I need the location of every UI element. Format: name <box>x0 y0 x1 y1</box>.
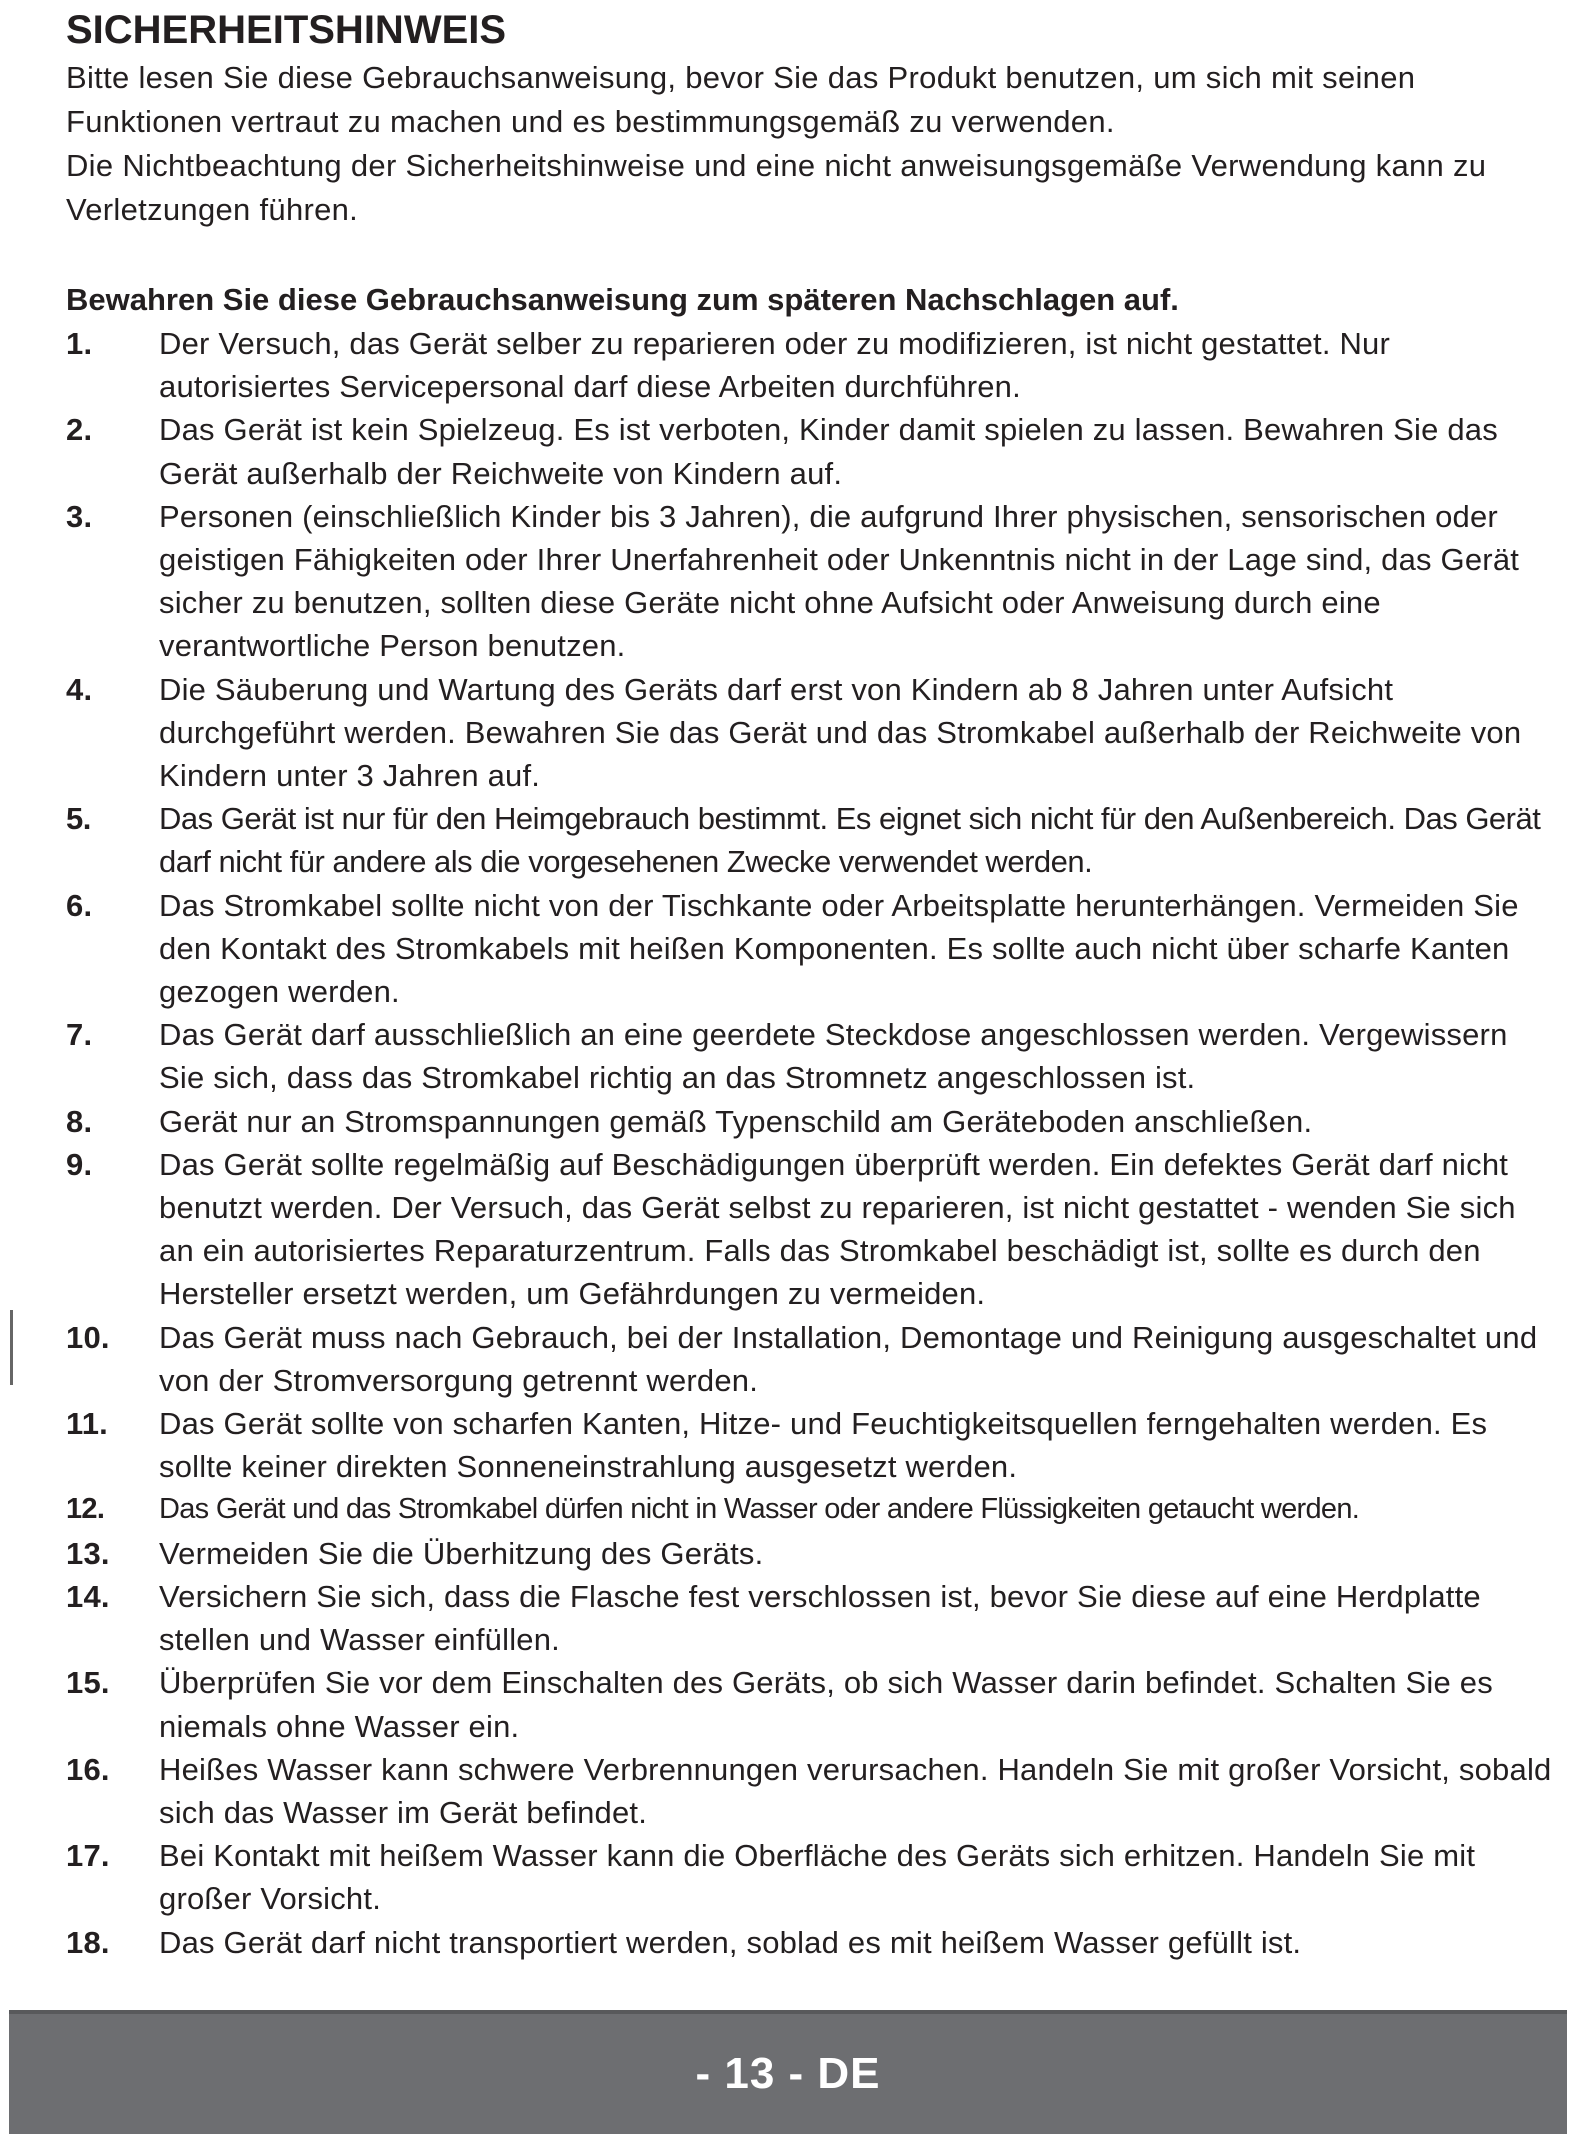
item-text: Der Versuch, das Gerät selber zu reparieren oder zu modifizieren, ist nicht gestattet. Nur autorisiertes Servicepersonal darf diese Arbeiten durchführen. <box>159 326 1391 405</box>
item-text: Das Gerät sollte regelmäßig auf Beschädigungen überprüft werden. Ein defektes Gerät darf nicht benutzt werden. Der Versuch, das Gerät selbst zu reparieren, ist nicht gestattet - wenden Sie sich an ein autorisiertes Reparaturzentrum. Falls das Stromkabel beschädigt ist, sollte es durch den Hersteller ersetzt werden, um Gefährdungen zu vermeiden. <box>159 1146 1516 1312</box>
item-number: 16. <box>66 1751 110 1787</box>
item-text: Das Gerät sollte von scharfen Kanten, Hitze- und Feuchtigkeitsquellen ferngehalten werden. Es sollte keiner direkten Sonneneinstrahlung ausgesetzt werden. <box>159 1406 1488 1485</box>
list-item <box>66 1921 1556 1964</box>
list-item <box>66 495 1556 668</box>
item-text: Die Säuberung und Wartung des Geräts darf erst von Kindern ab 8 Jahren unter Aufsicht durchgeführt werden. Bewahren Sie das Gerät und das Stromkabel außerhalb der Reichweite von Kindern unter 3 Jahren auf. <box>159 671 1522 794</box>
intro-section <box>66 56 1556 232</box>
item-number: 1. <box>66 326 93 361</box>
list-item <box>66 1100 1556 1143</box>
item-text: Das Gerät ist kein Spielzeug. Es ist verboten, Kinder damit spielen zu lassen. Bewahren Sie das Gerät außerhalb der Reichweite von Kindern auf. <box>159 412 1498 491</box>
list-item <box>66 322 1556 408</box>
document-page <box>66 4 1556 1964</box>
item-text: Bei Kontakt mit heißem Wasser kann die Oberfläche des Geräts sich erhitzen. Handeln Sie mit großer Vorsicht. <box>159 1838 1476 1917</box>
item-number: 2. <box>66 412 93 448</box>
item-text: Das Gerät muss nach Gebrauch, bei der Installation, Demontage und Reinigung ausgeschaltet und von der Stromversorgung getrennt werden. <box>159 1319 1538 1398</box>
item-text: Personen (einschließlich Kinder bis 3 Jahren), die aufgrund Ihrer physischen, sensorischen oder geistigen Fähigkeiten oder Ihrer Unerfahrenheit oder Unkenntnis nicht in der Lage sind, das Gerät sicher zu benutzen, sollten diese Geräte nicht ohne Aufsicht oder Anweisung durch eine verantwortliche Person benutzen. <box>159 498 1520 664</box>
list-item <box>66 1661 1556 1747</box>
item-text: Vermeiden Sie die Überhitzung des Geräts. <box>159 1535 764 1571</box>
margin-rule <box>10 1310 13 1385</box>
item-text: Gerät nur an Stromspannungen gemäß Typenschild am Geräteboden anschließen. <box>159 1103 1313 1139</box>
item-number: 17. <box>66 1838 110 1874</box>
item-number: 5. <box>66 801 91 837</box>
list-item <box>66 1488 1556 1531</box>
list-item <box>66 1575 1556 1661</box>
list-item <box>66 1402 1556 1488</box>
item-number: 14. <box>66 1578 110 1614</box>
list-item <box>66 668 1556 798</box>
item-number: 6. <box>66 887 93 923</box>
intro-paragraph-1: Bitte lesen Sie diese Gebrauchsanweisung, bevor Sie das Produkt benutzen, um sich mit seinen Funktionen vertraut zu machen und es bestimmungsgemäß zu verwenden. <box>66 60 1416 139</box>
item-number: 15. <box>66 1665 110 1701</box>
item-text: Überprüfen Sie vor dem Einschalten des Geräts, ob sich Wasser darin befindet. Schalten Sie es niemals ohne Wasser ein. <box>159 1665 1493 1744</box>
list-item <box>66 408 1556 494</box>
item-text: Heißes Wasser kann schwere Verbrennungen verursachen. Handeln Sie mit großer Vorsicht, sobald sich das Wasser im Gerät befindet. <box>159 1751 1552 1830</box>
page-number: - 13 - DE <box>695 2049 881 2098</box>
item-number: 4. <box>66 671 93 707</box>
item-text: Das Gerät und das Stromkabel dürfen nicht in Wasser oder andere Flüssigkeiten getaucht werden. <box>159 1493 1360 1526</box>
list-item <box>66 1834 1556 1920</box>
item-number: 8. <box>66 1103 93 1139</box>
list-item <box>66 1143 1556 1316</box>
item-number: 18. <box>66 1924 110 1960</box>
list-item <box>66 797 1556 883</box>
item-number: 9. <box>66 1146 93 1182</box>
list-item <box>66 1532 1556 1575</box>
item-number: 7. <box>66 1017 93 1053</box>
safety-list <box>66 322 1556 1964</box>
item-number: 13. <box>66 1535 110 1571</box>
list-item <box>66 1316 1556 1402</box>
item-text: Das Gerät darf nicht transportiert werden, soblad es mit heißem Wasser gefüllt ist. <box>159 1924 1302 1960</box>
item-text: Das Stromkabel sollte nicht von der Tischkante oder Arbeitsplatte herunterhängen. Vermeiden Sie den Kontakt des Stromkabels mit heißen Komponenten. Es sollte auch nicht über scharfe Kanten gezogen werden. <box>159 887 1519 1010</box>
item-text: Versichern Sie sich, dass die Flasche fest verschlossen ist, bevor Sie diese auf eine Herdplatte stellen und Wasser einfüllen. <box>159 1578 1481 1658</box>
item-text: Das Gerät darf ausschließlich an eine geerdete Steckdose angeschlossen werden. Vergewissern Sie sich, dass das Stromkabel richtig an das Stromnetz angeschlossen ist. <box>159 1017 1508 1096</box>
list-item <box>66 1748 1556 1834</box>
item-text: Das Gerät ist nur für den Heimgebrauch bestimmt. Es eignet sich nicht für den Außenbereich. Das Gerät darf nicht für andere als die vorgesehenen Zwecke verwendet werden. <box>159 801 1541 880</box>
list-item <box>66 884 1556 1014</box>
list-item <box>66 1013 1556 1099</box>
item-number: 11. <box>66 1406 108 1442</box>
section-subheading: Bewahren Sie diese Gebrauchsanweisung zum späteren Nachschlagen auf. <box>66 282 1179 317</box>
item-number: 12. <box>66 1493 105 1526</box>
item-number: 3. <box>66 498 93 534</box>
intro-paragraph-2: Die Nichtbeachtung der Sicherheitshinweise und eine nicht anweisungsgemäße Verwendung kann zu Verletzungen führen. <box>66 148 1487 227</box>
page-footer <box>9 2010 1567 2134</box>
item-number: 10. <box>66 1319 110 1355</box>
page-title: SICHERHEITSHINWEIS <box>66 8 507 52</box>
